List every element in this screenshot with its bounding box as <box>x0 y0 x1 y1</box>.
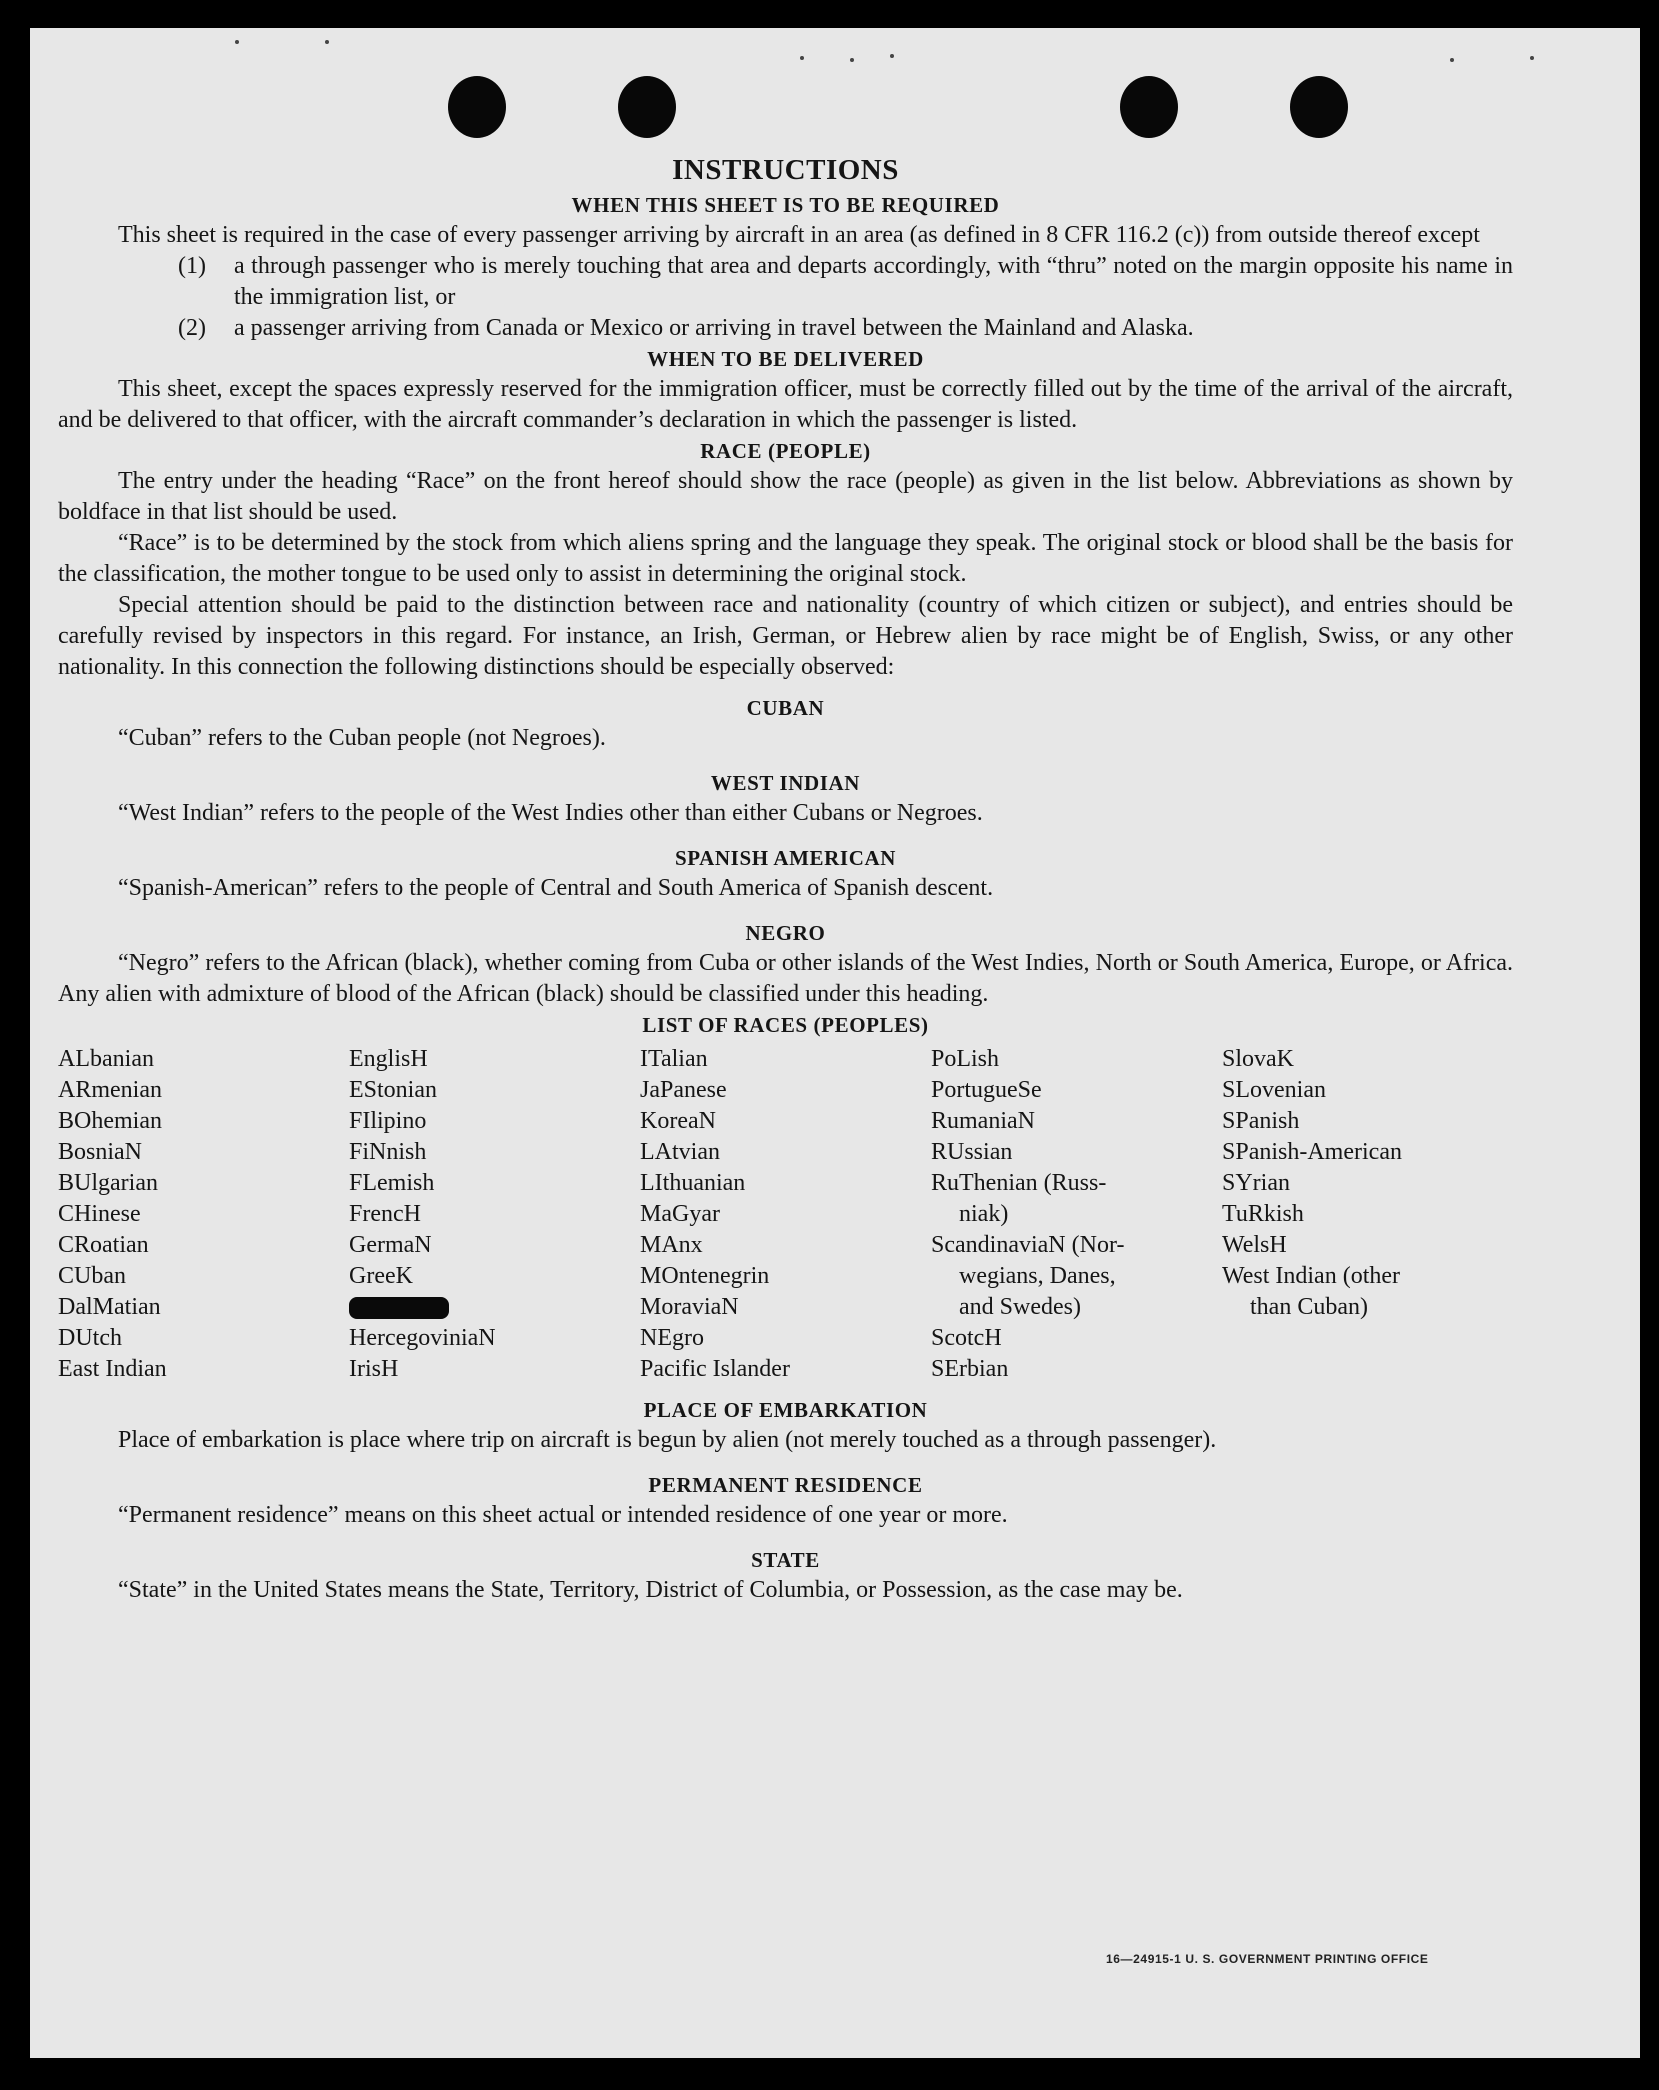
heading-permanent-residence: PERMANENT RESIDENCE <box>648 1473 923 1497</box>
race-entry: DUtch <box>58 1325 122 1351</box>
race-entry: ARmenian <box>58 1077 162 1103</box>
race-entry: SLovenian <box>1222 1077 1326 1103</box>
race-entry: RuThenian (Russ- <box>931 1170 1107 1196</box>
heading-spanish-american: SPANISH AMERICAN <box>675 846 896 870</box>
exception-number: (2) <box>178 315 206 341</box>
heading-race: RACE (PEOPLE) <box>700 439 871 463</box>
race-entry: LIthuanian <box>640 1170 746 1196</box>
delivered-text: This sheet, except the spaces expressly reserved for the immigration officer, must be correctly filled out by the time of the arrival of the aircraft, and be delivered to that officer, with the aircraft commander’s declaration in which the passenger is listed. <box>58 376 1513 433</box>
race-entry: ScandinaviaN (Nor- <box>931 1232 1125 1258</box>
race-entry: BosniaN <box>58 1139 142 1165</box>
race-entry: DalMatian <box>58 1294 161 1320</box>
race-entry: CRoatian <box>58 1232 149 1258</box>
race-entry: than Cuban) <box>1250 1294 1368 1320</box>
embarkation-text: Place of embarkation is place where trip on aircraft is begun by alien (not merely touched as a through passenger). <box>118 1427 1217 1453</box>
heading-when-delivered: WHEN TO BE DELIVERED <box>647 347 924 371</box>
race-entry: EStonian <box>349 1077 437 1103</box>
races-list <box>58 1044 1513 1385</box>
race-entry: LAtvian <box>640 1139 720 1165</box>
race-entry: CHinese <box>58 1201 141 1227</box>
state-text: “State” in the United States means the State, Territory, District of Columbia, or Possession, as the case may be. <box>118 1577 1183 1603</box>
races-column-1 <box>58 1044 349 1385</box>
race-entry: MaGyar <box>640 1201 720 1227</box>
punch-hole <box>1120 76 1178 138</box>
race-entry: NEgro <box>640 1325 704 1351</box>
heading-west-indian: WEST INDIAN <box>710 771 861 795</box>
race-entry: FLemish <box>349 1170 435 1196</box>
race-paragraph-2: “Race” is to be determined by the stock from which aliens spring and the language they speak. The original stock or blood shall be the basis for the classification, the mother tongue to be used only to assist in determining the original stock. <box>58 530 1513 587</box>
race-entry: JaPanese <box>640 1077 727 1103</box>
race-entry: FiNnish <box>349 1139 427 1165</box>
required-intro: This sheet is required in the case of every passenger arriving by aircraft in an area (as defined in 8 CFR 116.2 (c)) from outside thereof except <box>118 222 1480 248</box>
race-entry: HercegoviniaN <box>349 1325 496 1351</box>
race-entry: MoraviaN <box>640 1294 739 1320</box>
heading-place-of-embarkation: PLACE OF EMBARKATION <box>643 1398 928 1422</box>
race-entry: FIlipino <box>349 1108 427 1134</box>
heading-list-of-races: LIST OF RACES (PEOPLES) <box>642 1013 929 1037</box>
heading-when-required: WHEN THIS SHEET IS TO BE REQUIRED <box>571 193 1000 217</box>
race-entry: ITalian <box>640 1046 708 1072</box>
race-entry: ScotcH <box>931 1325 1002 1351</box>
printing-office-code: 16—24915-1 U. S. GOVERNMENT PRINTING OFFICE <box>1106 1952 1429 1966</box>
heading-state: STATE <box>751 1548 820 1572</box>
race-entry: SPanish-American <box>1222 1139 1402 1165</box>
cuban-text: “Cuban” refers to the Cuban people (not Negroes). <box>118 725 606 751</box>
exception-item <box>58 313 1513 344</box>
race-entry: East Indian <box>58 1356 167 1382</box>
race-paragraph-1: The entry under the heading “Race” on the front hereof should show the race (people) as given in the list below. Abbreviations as shown by boldface in that list should be used. <box>58 468 1513 525</box>
exception-text: a through passenger who is merely touching that area and departs accordingly, with “thru” noted on the margin opposite his name in the immigration list, or <box>234 253 1513 310</box>
spanish-american-text: “Spanish-American” refers to the people of Central and South America of Spanish descent. <box>118 875 994 901</box>
race-entry: and Swedes) <box>959 1294 1081 1320</box>
negro-text: “Negro” refers to the African (black), whether coming from Cuba or other islands of the West Indies, North or South America, Europe, or Africa. Any alien with admixture of blood of the African (black) should be classified under this heading. <box>58 950 1513 1007</box>
race-entry: PoLish <box>931 1046 1000 1072</box>
race-entry: MAnx <box>640 1232 703 1258</box>
residence-text: “Permanent residence” means on this sheet actual or intended residence of one year or more. <box>118 1502 1008 1528</box>
heading-cuban: CUBAN <box>746 696 825 720</box>
race-entry: PortugueSe <box>931 1077 1042 1103</box>
race-entry: GermaN <box>349 1232 432 1258</box>
instructions-content <box>58 150 1513 1606</box>
races-column-5 <box>1222 1044 1513 1385</box>
scan-speck <box>800 56 804 60</box>
scan-speck <box>325 40 329 44</box>
race-entry: BOhemian <box>58 1108 162 1134</box>
page-title: INSTRUCTIONS <box>672 154 899 186</box>
scan-speck <box>890 54 894 58</box>
race-entry: WelsH <box>1222 1232 1287 1258</box>
punch-hole <box>618 76 676 138</box>
race-entry: SYrian <box>1222 1170 1290 1196</box>
west-indian-text: “West Indian” refers to the people of the West Indies other than either Cubans or Negroes. <box>118 800 983 826</box>
punch-hole <box>448 76 506 138</box>
race-entry: KoreaN <box>640 1108 716 1134</box>
scan-speck <box>1450 58 1454 62</box>
race-entry: RumaniaN <box>931 1108 1035 1134</box>
race-entry: West Indian (other <box>1222 1263 1401 1289</box>
document-sheet <box>30 28 1640 2058</box>
scan-speck <box>1530 56 1534 60</box>
race-entry: TuRkish <box>1222 1201 1304 1227</box>
race-entry: FrencH <box>349 1201 421 1227</box>
punch-hole <box>1290 76 1348 138</box>
race-paragraph-3: Special attention should be paid to the distinction between race and nationality (country of which citizen or subject), and entries should be carefully revised by inspectors in this regard. For instance, an Irish, German, or Hebrew alien by race might be of English, Swiss, or any other nationality. In this connection the following distinctions should be especially observed: <box>58 592 1513 680</box>
race-entry-redacted <box>349 1292 640 1323</box>
race-entry: GreeK <box>349 1263 413 1289</box>
scan-speck <box>235 40 239 44</box>
race-entry: EnglisH <box>349 1046 428 1072</box>
race-entry: ALbanian <box>58 1046 154 1072</box>
race-entry: SlovaK <box>1222 1046 1294 1072</box>
race-entry: BUlgarian <box>58 1170 158 1196</box>
exception-number: (1) <box>178 253 206 279</box>
redaction-mark <box>349 1297 449 1319</box>
race-entry: MOntenegrin <box>640 1263 770 1289</box>
races-column-2 <box>349 1044 640 1385</box>
scan-speck <box>850 58 854 62</box>
race-entry: IrisH <box>349 1356 399 1382</box>
race-entry: wegians, Danes, <box>959 1263 1116 1289</box>
heading-negro: NEGRO <box>745 921 826 945</box>
races-column-3 <box>640 1044 931 1385</box>
exception-item <box>58 251 1513 313</box>
race-entry: Pacific Islander <box>640 1356 790 1382</box>
race-entry: SPanish <box>1222 1108 1300 1134</box>
race-entry: SErbian <box>931 1356 1009 1382</box>
race-entry: niak) <box>959 1201 1009 1227</box>
race-entry: RUssian <box>931 1139 1013 1165</box>
race-entry: CUban <box>58 1263 126 1289</box>
exception-text: a passenger arriving from Canada or Mexico or arriving in travel between the Mainland and Alaska. <box>234 315 1194 341</box>
races-column-4 <box>931 1044 1222 1385</box>
